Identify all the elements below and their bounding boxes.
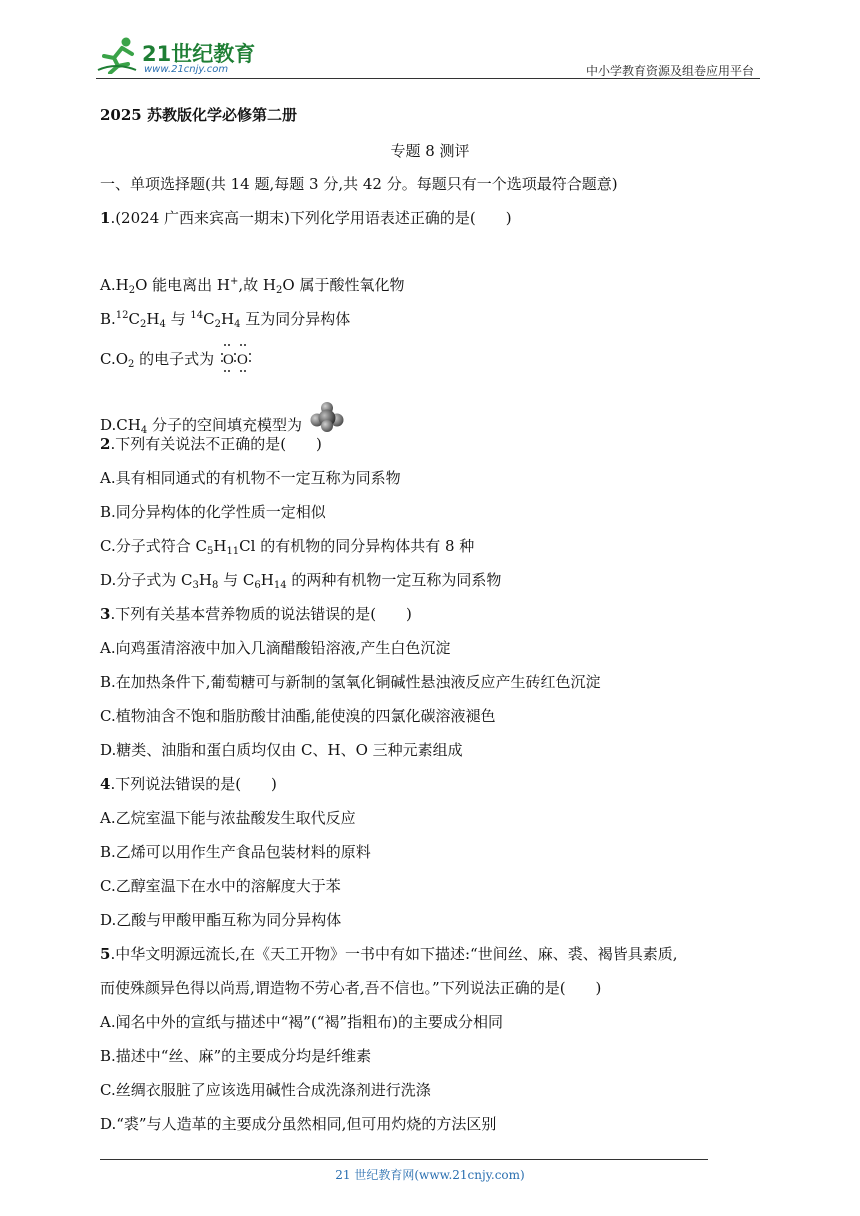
- question-1-stem: [100, 207, 512, 228]
- subscript: 4: [140, 425, 148, 436]
- question-4-stem: [100, 773, 277, 794]
- book-title: 2025 苏教版化学必修第二册: [100, 106, 297, 124]
- question-text: .下列有关基本营养物质的说法错误的是( ): [110, 605, 412, 623]
- q3-option-c: C.植物油含不饱和脂肪酸甘油酯,能使溴的四氯化碳溶液褪色: [100, 707, 496, 725]
- subscript: 2: [128, 359, 135, 370]
- superscript: 12: [115, 310, 129, 321]
- question-text: .中华文明源远流长,在《天工开物》一书中有如下描述:“世间丝、麻、裘、褐皆具素质,: [110, 945, 678, 963]
- question-text: .(2024 广西来宾高一期末)下列化学用语表述正确的是( ): [110, 209, 512, 227]
- subscript: 2: [140, 319, 147, 330]
- subscript: 11: [226, 546, 240, 557]
- q2-option-b: B.同分异构体的化学性质一定相似: [100, 503, 326, 521]
- text: ,故 H: [238, 276, 276, 294]
- question-number: 1: [100, 209, 111, 227]
- question-number: 4: [100, 775, 111, 793]
- text: H: [146, 310, 160, 328]
- logo-title: 21世纪教育: [142, 42, 256, 66]
- q5-option-a: A.闻名中外的宣纸与描述中“褐”(“褐”指粗布)的主要成分相同: [100, 1013, 503, 1031]
- page-header: [96, 34, 760, 82]
- text: D.CH: [100, 416, 141, 434]
- question-number: 3: [100, 605, 111, 623]
- q3-option-b: B.在加热条件下,葡萄糖可与新制的氢氧化铜碱性悬浊液反应产生砖红色沉淀: [100, 673, 601, 691]
- text: 互为同分异构体: [240, 310, 351, 328]
- subscript: 3: [192, 580, 199, 591]
- q5-option-c: C.丝绸衣服脏了应该选用碱性合成洗涤剂进行洗涤: [100, 1081, 431, 1099]
- text: 与: [165, 310, 191, 328]
- question-3-stem: [100, 603, 412, 624]
- q4-option-b: B.乙烯可以用作生产食品包装材料的原料: [100, 843, 371, 861]
- part-heading: 一、单项选择题(共 14 题,每题 3 分,共 42 分。每题只有一个选项最符合题意): [100, 175, 618, 193]
- svg-text:O: O: [222, 352, 234, 368]
- subscript: 4: [234, 319, 241, 330]
- text: C.O: [100, 350, 129, 368]
- text: C: [203, 310, 215, 328]
- superscript: +: [229, 276, 239, 287]
- svg-text:O: O: [236, 352, 248, 368]
- text: 与 C: [218, 571, 255, 589]
- text: C: [128, 310, 141, 328]
- header-divider: [96, 78, 760, 79]
- q2-option-d: [100, 569, 501, 591]
- q3-option-a: A.向鸡蛋清溶液中加入几滴醋酸铅溶液,产生白色沉淀: [100, 639, 451, 657]
- q4-option-a: A.乙烷室温下能与浓盐酸发生取代反应: [100, 809, 356, 827]
- question-text: .下列说法错误的是( ): [110, 775, 277, 793]
- lewis-structure-icon: [221, 341, 255, 375]
- q3-option-d: D.糖类、油脂和蛋白质均仅由 C、H、O 三种元素组成: [100, 741, 463, 759]
- text: H: [213, 537, 227, 555]
- text: D.分子式为 C: [100, 571, 193, 589]
- text: O 属于酸性氧化物: [282, 276, 405, 294]
- platform-name: 中小学教育资源及组卷应用平台: [585, 64, 754, 78]
- runner-logo-icon: [96, 36, 140, 74]
- subscript: 14: [273, 580, 287, 591]
- text: A.H: [100, 276, 129, 294]
- section-title: 专题 8 测评: [390, 142, 470, 160]
- logo-url: www.21cnjy.com: [144, 64, 229, 75]
- q1-option-d: [100, 402, 345, 436]
- q1-option-c: [100, 348, 251, 370]
- q5-option-d: D.“裘”与人造革的主要成分虽然相同,但可用灼烧的方法区别: [100, 1115, 497, 1133]
- subscript: 4: [159, 319, 166, 330]
- text: 的两种有机物一定互称为同系物: [286, 571, 502, 589]
- question-number: 2: [100, 435, 111, 453]
- text: H: [260, 571, 274, 589]
- q2-option-a: A.具有相同通式的有机物不一定互称为同系物: [100, 469, 401, 487]
- text: 的电子式为: [134, 350, 219, 368]
- subscript: 2: [276, 285, 283, 296]
- q4-option-d: D.乙酸与甲酸甲酯互称为同分异构体: [100, 911, 342, 929]
- question-5-stem: [100, 943, 677, 964]
- q5-option-b: B.描述中“丝、麻”的主要成分均是纤维素: [100, 1047, 372, 1065]
- q4-option-c: C.乙醇室温下在水中的溶解度大于苯: [100, 877, 341, 895]
- question-number: 5: [100, 945, 111, 963]
- text: 分子的空间填充模型为: [147, 416, 307, 434]
- footer-link[interactable]: 21 世纪教育网(www.21cnjy.com): [335, 1168, 525, 1182]
- subscript: 8: [211, 580, 219, 591]
- text: C.分子式符合 C: [100, 537, 207, 555]
- text: B.: [100, 310, 116, 328]
- text: H: [198, 571, 212, 589]
- text: Cl 的有机物的同分异构体共有 8 种: [239, 537, 475, 555]
- subscript: 6: [254, 580, 261, 591]
- footer-divider: [100, 1159, 708, 1160]
- superscript: 14: [190, 310, 204, 321]
- o2-electron-formula: [221, 349, 251, 367]
- text: H: [221, 310, 235, 328]
- ch4-space-filling-model-icon: [309, 402, 345, 432]
- q1-option-b: [100, 308, 350, 330]
- site-logo[interactable]: [96, 34, 266, 78]
- subscript: 5: [206, 546, 214, 557]
- question-2-stem: [100, 433, 322, 454]
- q1-option-a: [100, 274, 404, 296]
- q2-option-c: [100, 535, 474, 557]
- subscript: 2: [214, 319, 221, 330]
- question-text: .下列有关说法不正确的是( ): [110, 435, 322, 453]
- question-5-stem-cont: 而使殊颜异色得以尚焉,谓造物不劳心者,吾不信也。”下列说法正确的是( ): [100, 979, 602, 997]
- subscript: 2: [128, 285, 136, 296]
- text: O 能电离出 H: [135, 276, 230, 294]
